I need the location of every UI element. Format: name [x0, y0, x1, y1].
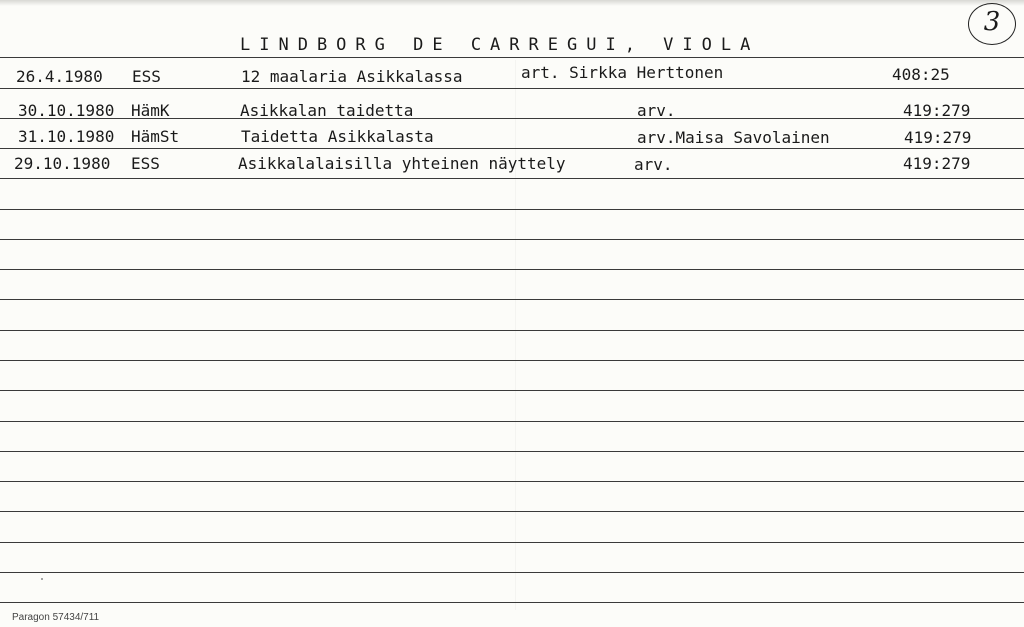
- entry-source: ESS: [132, 67, 161, 86]
- ruled-line: [0, 511, 1024, 512]
- entry-source: HämK: [131, 101, 170, 120]
- entry-ref: 419:279: [903, 154, 971, 173]
- card-edge: [0, 0, 1024, 6]
- entry-note: art. Sirkka Herttonen: [521, 63, 724, 82]
- ruled-line: [0, 239, 1024, 240]
- ruled-line: [0, 209, 1024, 210]
- entry-title: Asikkalalaisilla yhteinen näyttely: [238, 154, 566, 173]
- entry-title: Taidetta Asikkalasta: [241, 127, 434, 146]
- ruled-line: [0, 148, 1024, 149]
- ruled-line: [0, 572, 1024, 573]
- ruled-line: [0, 542, 1024, 543]
- card-number: 3: [983, 7, 1001, 37]
- entry-title: Asikkalan taidetta: [240, 101, 414, 120]
- ruled-line: [0, 88, 1024, 89]
- entry-ref: 419:279: [903, 101, 971, 120]
- card-title: LINDBORG DE CARREGUI, VIOLA: [240, 35, 760, 55]
- entry-source: HämSt: [131, 127, 180, 146]
- entry-source: ESS: [131, 154, 160, 173]
- entry-date: 30.10.1980: [18, 101, 115, 120]
- entry-date: 29.10.1980: [14, 154, 111, 173]
- ruled-line: [0, 178, 1024, 179]
- header-rule: [0, 57, 1024, 58]
- entry-title: 12 maalaria Asikkalassa: [241, 67, 463, 86]
- ruled-line: [0, 481, 1024, 482]
- card-footer: Paragon 57434/711: [12, 612, 100, 623]
- ruled-line: [0, 602, 1024, 603]
- entry-ref: 419:279: [904, 128, 972, 147]
- ruled-line: [0, 421, 1024, 422]
- ruled-line: [0, 360, 1024, 361]
- entry-date: 31.10.1980: [18, 127, 115, 146]
- ruled-line: [0, 269, 1024, 270]
- entry-note: arv.Maisa Savolainen: [637, 128, 830, 147]
- ruled-line: [0, 451, 1024, 452]
- paper-fold: [515, 60, 516, 610]
- paper-speck: [41, 578, 43, 580]
- card-number-circle: [968, 3, 1016, 45]
- entry-note: arv.: [637, 101, 676, 120]
- ruled-line: [0, 330, 1024, 331]
- ruled-line: [0, 299, 1024, 300]
- ruled-line: [0, 390, 1024, 391]
- entry-ref: 408:25: [892, 65, 950, 84]
- entry-date: 26.4.1980: [16, 67, 103, 86]
- entry-note: arv.: [634, 155, 673, 174]
